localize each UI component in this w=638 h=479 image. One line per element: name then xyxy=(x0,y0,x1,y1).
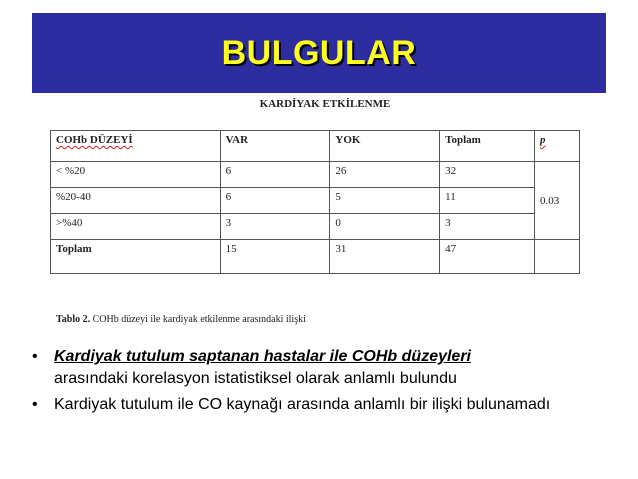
header-cohb: COHb DÜZEYİ xyxy=(51,131,221,162)
row-var: 15 xyxy=(220,240,330,274)
bullet-marker: • xyxy=(32,396,38,413)
row-toplam: 11 xyxy=(440,188,535,214)
bullet-text: arasındaki korelasyon istatistiksel olarak anlamlı bulundu xyxy=(54,370,457,387)
bullet-marker: • xyxy=(32,348,38,365)
slide-title: BULGULAR xyxy=(221,33,417,72)
data-table xyxy=(50,130,580,274)
table-row xyxy=(51,214,580,240)
table-title: KARDİYAK ETKİLENME xyxy=(259,98,391,110)
row-label: Toplam xyxy=(51,240,221,274)
table-figure xyxy=(38,96,604,336)
header-yok: YOK xyxy=(330,131,440,162)
row-var: 6 xyxy=(220,188,330,214)
row-toplam: 47 xyxy=(440,240,535,274)
p-value: 0.03 xyxy=(535,162,580,240)
caption-text: COHb düzeyi ile kardiyak etkilenme arasındaki ilişki xyxy=(92,314,306,325)
table-header-row xyxy=(51,131,580,162)
header-p: p xyxy=(535,131,580,162)
total-p-empty xyxy=(535,240,580,274)
bullet-text: Kardiyak tutulum ile CO kaynağı arasında anlamlı bir ilişki bulunamadı xyxy=(54,396,551,413)
row-toplam: 3 xyxy=(440,214,535,240)
row-label: < %20 xyxy=(51,162,221,188)
caption-label: Tablo 2. xyxy=(56,314,91,325)
row-var: 3 xyxy=(220,214,330,240)
title-bar xyxy=(32,13,606,93)
table-caption xyxy=(56,314,306,325)
bullet-item xyxy=(30,346,620,390)
header-var: VAR xyxy=(220,131,330,162)
table-row xyxy=(51,188,580,214)
table-total-row xyxy=(51,240,580,274)
header-toplam: Toplam xyxy=(440,131,535,162)
table-row xyxy=(51,162,580,188)
row-yok: 0 xyxy=(330,214,440,240)
row-label: %20-40 xyxy=(51,188,221,214)
bullet-list xyxy=(30,346,620,420)
row-yok: 26 xyxy=(330,162,440,188)
bullet-item xyxy=(30,394,620,416)
row-yok: 31 xyxy=(330,240,440,274)
row-label: >%40 xyxy=(51,214,221,240)
row-var: 6 xyxy=(220,162,330,188)
bullet-emphasis: Kardiyak tutulum saptanan hastalar ile COHb düzeyleri xyxy=(54,348,471,365)
row-toplam: 32 xyxy=(440,162,535,188)
row-yok: 5 xyxy=(330,188,440,214)
